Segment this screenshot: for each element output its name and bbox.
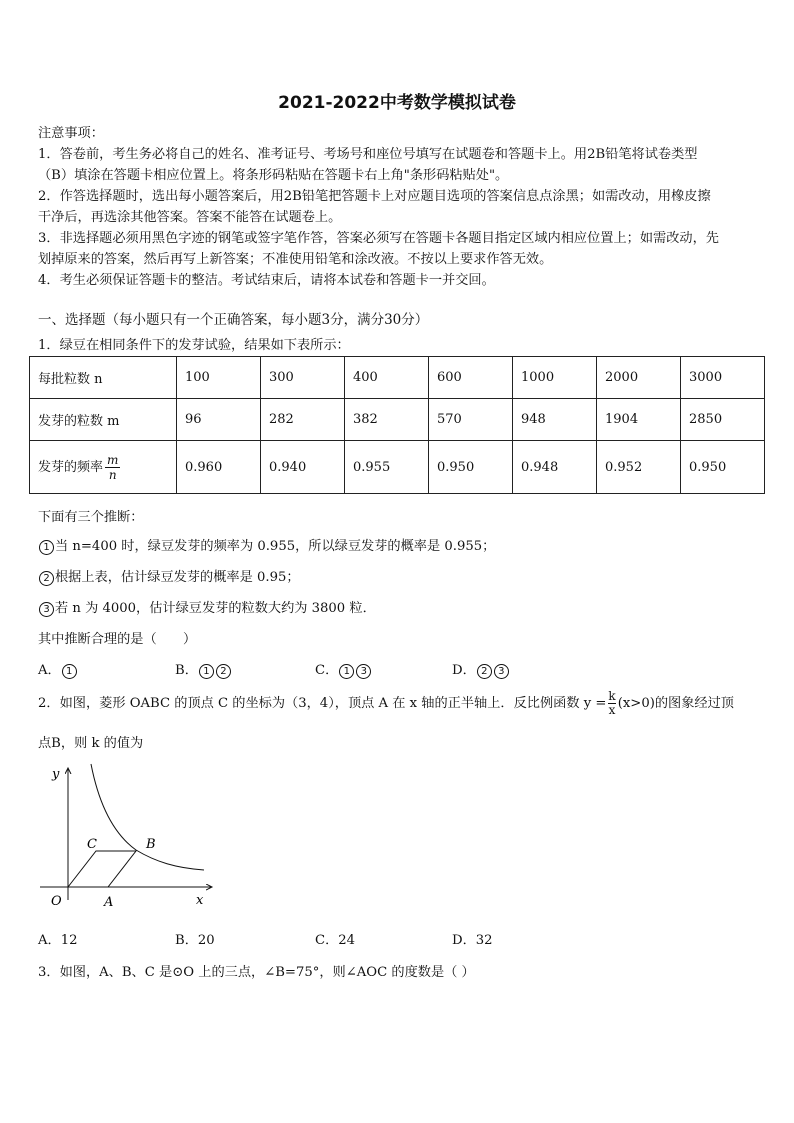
table-cell: 600 [429, 357, 513, 399]
rhombus-figure [36, 760, 221, 915]
section-heading: 一、选择题（每小题只有一个正确答案，每小题3分，满分30分） [38, 312, 429, 328]
statement-2 [38, 566, 300, 586]
table-cell: 96 [177, 399, 261, 441]
table-cell: 0.952 [597, 441, 681, 494]
q1-intro: 下面有三个推断： [38, 510, 144, 525]
table-cell: 1000 [513, 357, 597, 399]
q1-option-c [315, 659, 372, 679]
notice-line: 2．作答选择题时，选出每小题答案后，用2B铅笔把答题卡上对应题目选项的答案信息点涂黑；如需改动，用橡皮擦 [38, 189, 711, 204]
point-label-b: B [146, 837, 156, 852]
point-label-c: C [87, 837, 97, 852]
table-cell: 382 [345, 399, 429, 441]
statement-text: 若 n 为 4000，估计绿豆发芽的粒数大约为 3800 粒． [55, 601, 376, 616]
germination-table [29, 356, 765, 494]
q2-stem-part: (x>0)的图象经过顶 [617, 696, 734, 711]
table-cell: 0.960 [177, 441, 261, 494]
q1-option-d [452, 659, 510, 679]
option-letter: A． [38, 663, 61, 678]
row-label: 每批粒数 n [30, 357, 177, 399]
table-cell: 1904 [597, 399, 681, 441]
axis-label-y: y [52, 767, 60, 782]
option-letter: B． [175, 663, 198, 678]
table-row [30, 399, 765, 441]
notice-heading: 注意事项： [38, 126, 104, 141]
row-label: 发芽的粒数 m [30, 399, 177, 441]
table-cell: 0.948 [513, 441, 597, 494]
table-cell: 570 [429, 399, 513, 441]
notice-line: 3．非选择题必须用黑色字迹的钢笔或签字笔作答，答案必须写在答题卡各题目指定区域内相应位置上；如需改动，先 [38, 231, 719, 246]
table-cell: 948 [513, 399, 597, 441]
q2-option-c: C．24 [315, 933, 356, 948]
row-label-text: 发芽的频率 [38, 459, 104, 475]
q2-stem [38, 690, 734, 717]
q1-stem: 1．绿豆在相同条件下的发芽试验，结果如下表所示： [38, 338, 350, 353]
table-cell: 0.950 [429, 441, 513, 494]
statement-text: 根据上表，估计绿豆发芽的概率是 0.95； [55, 570, 300, 585]
fraction-k-over-x [608, 690, 615, 717]
q1-option-b [175, 659, 232, 679]
page-title: 2021-2022中考数学模拟试卷 [278, 93, 516, 113]
q3-stem: 3．如图，A、B、C 是⊙O 上的三点，∠B=75°，则∠AOC 的度数是（ ） [38, 965, 475, 980]
circled-number: 1 [62, 664, 77, 679]
statement-text: 当 n=400 时，绿豆发芽的频率为 0.955，所以绿豆发芽的概率是 0.955； [55, 539, 496, 554]
fraction-denominator: x [608, 703, 616, 717]
circled-number: 2 [39, 571, 54, 586]
option-letter: D． [452, 663, 476, 678]
table-cell: 2000 [597, 357, 681, 399]
circled-number: 1 [39, 540, 54, 555]
notice-line: 1．答卷前，考生务必将自己的姓名、准考证号、考场号和座位号填写在试题卷和答题卡上。用2B铅笔将试卷类型 [38, 147, 698, 162]
q1-option-a [38, 659, 78, 679]
fraction-m-over-n [105, 453, 120, 482]
q2-stem-part: 2．如图，菱形 OABC 的顶点 C 的坐标为（3，4），顶点 A 在 x 轴的正半轴上．反比例函数 y = [38, 696, 607, 711]
circled-number: 1 [339, 664, 354, 679]
circled-number: 2 [216, 664, 231, 679]
notice-line: 干净后，再选涂其他答案。答案不能答在试题卷上。 [38, 210, 342, 225]
rhombus-oabc [68, 851, 136, 887]
fraction-numerator: m [107, 452, 119, 467]
table-cell: 300 [261, 357, 345, 399]
circled-number: 3 [356, 664, 371, 679]
q2-option-b: B．20 [175, 933, 215, 948]
table-cell: 3000 [681, 357, 765, 399]
notice-line: 4．考生必须保证答题卡的整洁。考试结束后，请将本试卷和答题卡一并交回。 [38, 273, 495, 288]
hyperbola-curve [91, 764, 204, 870]
table-cell: 282 [261, 399, 345, 441]
circled-number: 3 [39, 602, 54, 617]
q2-stem-continued: 点B，则 k 的值为 [38, 736, 144, 751]
table-row [30, 441, 765, 494]
point-label-a: A [104, 895, 114, 910]
option-letter: C． [315, 663, 339, 678]
circled-number: 2 [477, 664, 492, 679]
table-cell: 400 [345, 357, 429, 399]
circled-number: 1 [199, 664, 214, 679]
circled-number: 3 [494, 664, 509, 679]
q2-option-a: A．12 [38, 933, 78, 948]
table-row [30, 357, 765, 399]
row-label [30, 441, 177, 494]
table-cell: 0.940 [261, 441, 345, 494]
fraction-denominator: n [108, 467, 117, 482]
notice-line: 划掉原来的答案，然后再写上新答案；不准使用铅笔和涂改液。不按以上要求作答无效。 [38, 252, 553, 267]
table-cell: 0.955 [345, 441, 429, 494]
q2-option-d: D．32 [452, 933, 493, 948]
point-label-o: O [51, 894, 62, 909]
table-cell: 2850 [681, 399, 765, 441]
q1-ask: 其中推断合理的是（ ） [38, 632, 197, 647]
statement-3 [38, 597, 376, 617]
statement-1 [38, 535, 495, 555]
fraction-numerator: k [608, 689, 616, 703]
axis-label-x: x [196, 893, 204, 908]
notice-line: （B）填涂在答题卡相应位置上。将条形码粘贴在答题卡右上角"条形码粘贴处"。 [38, 168, 509, 183]
table-cell: 0.950 [681, 441, 765, 494]
table-cell: 100 [177, 357, 261, 399]
